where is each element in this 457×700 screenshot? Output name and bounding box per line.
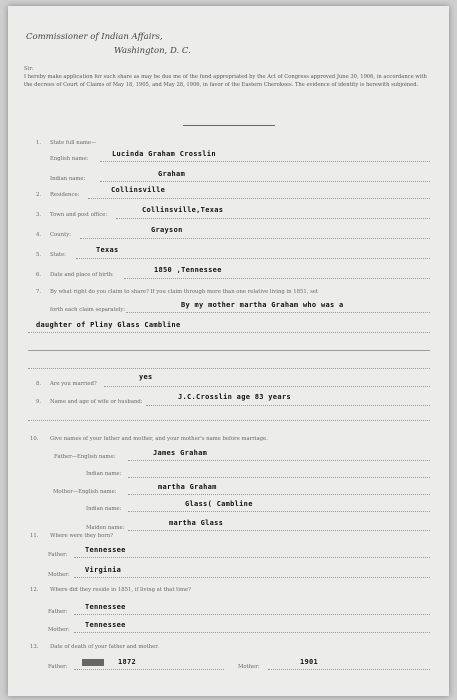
struck-out-text bbox=[82, 659, 104, 666]
q5-number: 5. bbox=[36, 252, 42, 258]
intro-paragraph: I hereby make application for such share as may be due me of the fund appropriated by the Act of Congress approved June 30, 1906, in accordance with the decrees of Court of Claims of May 18, 1905, and May 28, 1906, in favor of the Eastern Cherokees. The evidence of identity is herewith subjoined. bbox=[24, 74, 427, 88]
father-indian-line bbox=[128, 477, 430, 478]
english-name-value: Lucinda Graham Crosslin bbox=[112, 150, 216, 158]
county-value: Grayson bbox=[151, 226, 183, 234]
father-english-label: Father—English name: bbox=[54, 454, 116, 460]
q12-father-label: Father: bbox=[48, 609, 68, 615]
county-line bbox=[80, 238, 430, 239]
mother-english-label: Mother—English name: bbox=[53, 489, 117, 495]
father-english-line bbox=[128, 460, 430, 461]
birthplace-label: Where were they born? bbox=[50, 533, 114, 539]
claim-label: By what right do you claim to share? If you claim through more than one relative living in 1851, set bbox=[50, 289, 319, 295]
claim-line-1 bbox=[126, 312, 430, 313]
q11-number: 11. bbox=[30, 533, 39, 539]
q12-number: 12. bbox=[30, 587, 39, 593]
indian-name-label: Indian name: bbox=[50, 176, 86, 182]
q4-number: 4. bbox=[36, 232, 42, 238]
q3-number: 3. bbox=[36, 212, 42, 218]
maiden-name-line bbox=[128, 530, 430, 531]
state-label: State: bbox=[50, 252, 66, 258]
maiden-name-value: martha Glass bbox=[169, 519, 224, 527]
q13-mother-label: Mother: bbox=[238, 664, 260, 670]
q13-father-label: Father: bbox=[48, 664, 68, 670]
salutation: Sir: bbox=[24, 66, 34, 72]
indian-name-line bbox=[100, 181, 430, 182]
residence-value: Collinsville bbox=[111, 186, 166, 194]
residence-line bbox=[88, 198, 430, 199]
claim-line-3 bbox=[28, 350, 430, 351]
q12-father-value: Tennessee bbox=[85, 603, 126, 611]
q1-label: State full name— bbox=[50, 140, 97, 146]
q12-mother-label: Mother: bbox=[48, 627, 70, 633]
married-label: Are you married? bbox=[50, 381, 97, 387]
town-line bbox=[116, 218, 430, 219]
english-name-label: English name: bbox=[50, 156, 89, 162]
spouse-line-2 bbox=[28, 420, 430, 421]
q8-number: 8. bbox=[36, 381, 42, 387]
claim-value-line2: daughter of Pliny Glass Cambline bbox=[36, 321, 181, 329]
county-label: County: bbox=[50, 232, 71, 238]
state-value: Texas bbox=[96, 246, 119, 254]
birth-value: 1850 ,Tennessee bbox=[154, 266, 222, 274]
q13-father-line bbox=[74, 669, 224, 670]
q2-number: 2. bbox=[36, 192, 42, 198]
married-value: yes bbox=[139, 373, 153, 381]
father-indian-label: Indian name: bbox=[86, 471, 122, 477]
q13-father-value: 1872 bbox=[118, 658, 137, 666]
q1-number: 1. bbox=[36, 140, 42, 146]
parents-label: Give names of your father and mother, and your mother's name before marriage. bbox=[50, 436, 268, 442]
q12-mother-value: Tennessee bbox=[85, 621, 126, 629]
mother-indian-line bbox=[128, 511, 430, 512]
q12-mother-line bbox=[74, 632, 430, 633]
mother-indian-label: Indian name: bbox=[86, 506, 122, 512]
spouse-line bbox=[146, 405, 430, 406]
q12-father-line bbox=[74, 614, 430, 615]
addressee-line: Commissioner of Indian Affairs, bbox=[26, 32, 163, 42]
q7-number: 7. bbox=[36, 289, 42, 295]
english-name-line bbox=[100, 161, 430, 162]
q10-number: 10. bbox=[30, 436, 39, 442]
q11-father-value: Tennessee bbox=[85, 546, 126, 554]
birth-label: Date and place of birth: bbox=[50, 272, 114, 278]
mother-english-value: martha Graham bbox=[158, 483, 217, 491]
maiden-name-label: Maiden name: bbox=[86, 525, 125, 531]
addressee-city: Washington, D. C. bbox=[114, 46, 191, 56]
town-label: Town and post office: bbox=[50, 212, 108, 218]
spouse-value: J.C.Crosslin age 83 years bbox=[178, 393, 291, 401]
residence-1851-label: Where did they reside in 1851, if living at that time? bbox=[50, 587, 191, 593]
claim-value-line1: By my mother martha Graham who was a bbox=[181, 301, 344, 309]
residence-label: Residence: bbox=[50, 192, 80, 198]
town-value: Collinsville,Texas bbox=[142, 206, 224, 214]
q13-mother-value: 1901 bbox=[300, 658, 319, 666]
q11-mother-line bbox=[74, 577, 430, 578]
q11-father-line bbox=[74, 557, 430, 558]
q13-number: 13. bbox=[30, 644, 39, 650]
claim-label-2: forth each claim separately: bbox=[50, 307, 126, 313]
q6-number: 6. bbox=[36, 272, 42, 278]
q11-father-label: Father: bbox=[48, 552, 68, 558]
birth-line bbox=[124, 278, 430, 279]
claim-line-2 bbox=[28, 332, 430, 333]
header-divider bbox=[183, 125, 275, 126]
death-dates-label: Date of death of your father and mother. bbox=[50, 644, 159, 650]
claim-line-4 bbox=[28, 368, 430, 369]
q11-mother-label: Mother: bbox=[48, 572, 70, 578]
mother-english-line bbox=[128, 494, 430, 495]
indian-name-value: Graham bbox=[158, 170, 186, 178]
father-english-value: James Graham bbox=[153, 449, 208, 457]
spouse-label: Name and age of wife or husband: bbox=[50, 399, 143, 405]
q13-mother-line bbox=[268, 669, 430, 670]
state-line bbox=[76, 258, 430, 259]
q9-number: 9. bbox=[36, 399, 42, 405]
application-form-page bbox=[8, 6, 449, 696]
mother-indian-value: Glass( Cambline bbox=[185, 500, 253, 508]
married-line bbox=[104, 386, 430, 387]
q11-mother-value: Virginia bbox=[85, 566, 122, 574]
